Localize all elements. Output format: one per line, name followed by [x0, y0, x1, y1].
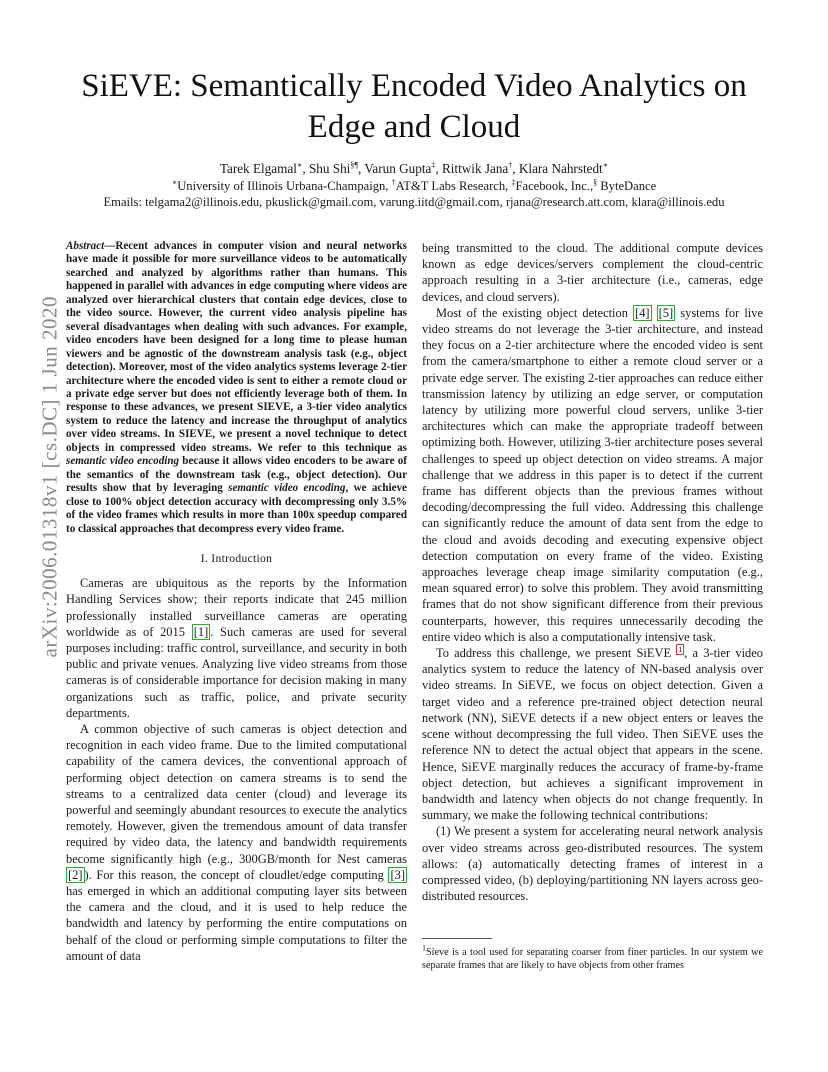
- paragraph-text: has emerged in which an additional computing layer sits between the camera and the cloud, and it is used to help reduce the bandwidth and latency by performing the entire computations on behalf of the cloud or performing simple computations to filter the amount of data: [66, 884, 407, 963]
- footnote-link[interactable]: 1: [678, 644, 683, 654]
- citation-link[interactable]: [3]: [390, 867, 405, 882]
- footnote-text: Sieve is a tool used for separating coarser from finer particles. In our system we separate frames that are likely to have objects from other frames: [422, 947, 763, 971]
- paragraph: [422, 645, 763, 823]
- paragraph-text: A common objective of such cameras is object detection and recognition in each video frame. Due to the limited computational capability of the camera devices, the conventional approach of performing object detection on camera streams is to send the streams to a centralized data center (cloud) and leverage its powerful and seemingly abundant resources to execute the analytics remotely. However, given the tremendous amount of data transfer required by video data, the latency and bandwidth requirements become significantly high (e.g., 300GB/month for Nest cameras: [66, 722, 407, 866]
- abstract-text: because it allows video encoders to be aware of the semantics of the downstream task (e.g., object detection). Our results show that by leveraging: [66, 455, 407, 495]
- affiliation: University of Illinois Urbana-Champaign,: [177, 179, 392, 193]
- affiliation: AT&T Labs Research,: [395, 179, 512, 193]
- author-mark: †: [508, 160, 513, 170]
- affiliation: Facebook, Inc.,: [515, 179, 594, 193]
- paragraph-text: To address this challenge, we present SiEVE: [436, 646, 677, 661]
- paragraph: being transmitted to the cloud. The additional compute devices known as edge devices/servers complement the cloud-centric approach resulting in a 3-tier architecture (i.e., cameras, edge devices, and cloud servers).: [422, 241, 763, 304]
- paragraph: (1) We present a system for accelerating neural network analysis over video streams across geo-distributed resources. The system allows: (a) automatically detecting frames of interest in a compressed video, (b) deploying/partitioning NN layers across geo-distributed resources.: [422, 824, 763, 904]
- affiliation-mark: †: [391, 177, 396, 187]
- title-line-2: Edge and Cloud: [307, 109, 521, 145]
- author-mark: ∗: [296, 160, 303, 170]
- paragraph-text: ). For this reason, the concept of cloudlet/edge computing: [84, 867, 389, 882]
- paragraph-text: systems for live video streams do not leverage the 3-tier architecture, and instead they focus on a 2-tier architecture where the encoded video is sent from the camera/smartphone to either a remote cloud server or a private edge server. The existing 2-tier approaches can reduce either transmission latency by utilizing an edge server, or computation latency by utilizing more powerful cloud servers, unlike 3-tier architectures which can make the appropriate tradeoff between optimizing both. However, utilizing 3-tier architecture poses several challenges to speed up object detection on video streams. A major challenge that we address in this paper is to detect if the current frame has different objects than the previous frames without decoding/decompressing the full video. Addressing this challenge can significantly reduce the amount of data sent from the edge to the cloud and avoids decoding and executing expensive object detection computation on every frame of the video. Existing approaches leverage cheap image similarity computation (e.g., mean squared error) to solve this problem. They avoid transmitting frames that do not show significant difference from their previous counterparts, however, this requires unnecessarily decoding the entire video which is also a computationally intensive task.: [422, 305, 763, 644]
- left-column: [66, 240, 407, 964]
- section-heading: [66, 551, 407, 567]
- abstract: [66, 240, 407, 536]
- author-list: Tarek Elgamal∗, Shu Shi§¶, Varun Gupta‡, Rittwik Jana†, Klara Nahrstedt∗: [219, 160, 609, 176]
- author-mark: §¶: [350, 160, 358, 170]
- abstract-emphasis: semantic video encoding: [66, 455, 180, 468]
- affiliation-mark: ∗: [171, 177, 178, 187]
- citation-link[interactable]: [1]: [193, 624, 209, 639]
- section-heading-text: I. Introduction: [200, 551, 273, 565]
- footnote: [422, 943, 763, 972]
- paragraph: [422, 305, 763, 645]
- right-column: [422, 240, 763, 904]
- affiliations: [40, 178, 788, 195]
- author-name: Rittwik Jana: [441, 161, 509, 176]
- affiliation-mark: §: [593, 177, 598, 187]
- title-line-1: SiEVE: Semantically Encoded Video Analytics on: [81, 68, 747, 104]
- citation-link[interactable]: [5]: [658, 305, 674, 320]
- affiliation: ByteDance: [597, 179, 657, 193]
- author-mark: ‡: [431, 160, 436, 170]
- author-emails: Emails: telgama2@illinois.edu, pkuslick@gmail.com, varung.iitd@gmail.com, rjana@research.att.com, klara@illinois.edu: [103, 195, 725, 209]
- author-name: Varun Gupta: [364, 161, 432, 176]
- author-name: Shu Shi: [308, 161, 351, 176]
- paragraph-text: . Such cameras are used for several purposes including: traffic control, surveillance, and security in both public and private venues. Analyzing live video streams from those cameras is of considerable importance for decision making in many organizations such as traffic, police, and private security departments.: [66, 624, 407, 720]
- footnote-mark: 1: [422, 943, 426, 953]
- abstract-text: , we achieve close to 100% object detection accuracy with decompressing only 3.5% of the video frames which results in more than 100x speedup compared to classical approaches that decompress every video frame.: [66, 482, 407, 535]
- citation-link[interactable]: [2]: [68, 867, 83, 882]
- paragraph-text: Cameras are ubiquitous as the reports by the Information Handling Services show; their reports indicate that 245 million professionally installed surveillance cameras are operating worldwide as of 2015: [66, 576, 407, 639]
- paragraph: [66, 575, 407, 721]
- paragraph: [66, 721, 407, 964]
- abstract-text: —Recent advances in computer vision and neural networks have made it possible for more surveillance videos to be automatically searched and analyzed by algorithms rather than humans. This happened in parallel with advances in edge computing where videos are analyzed over hierarchical clusters that contain edge devices, close to the video source. However, the current video analysis pipeline has several disadvantages when dealing with such advances. For example, video encoders have been designed for a long time to please human viewers and be agnostic of the downstream analysis task (e.g., object detection). Moreover, most of the video analytics systems leverage 2-tier architecture where the encoded video is sent to either a remote cloud or a private edge server but does not efficiently leverage both of them. In response to these advances, we present SIEVE, a 3-tier video analytics system to reduce the latency and increase the throughput of analytics over video streams. In SIEVE, we present a novel technique to detect objects in compressed video streams. We refer to this technique as: [66, 240, 407, 454]
- citation-link[interactable]: [4]: [635, 305, 650, 320]
- affiliation-mark: ‡: [511, 177, 516, 187]
- paragraph-text: Most of the existing object detection: [436, 305, 634, 320]
- footnote-divider: [422, 938, 492, 939]
- author-name: Tarek Elgamal: [219, 161, 297, 176]
- author-mark: ∗: [602, 160, 609, 170]
- author-name: Klara Nahrstedt: [518, 161, 603, 176]
- abstract-label: Abstract: [66, 240, 105, 252]
- paper-title: [60, 66, 768, 148]
- paragraph-text: , a 3-tier video analytics system to reduce the latency of NN-based analysis over video streams. In SiEVE, we focus on object detection. Given a target video and a reference pre-trained object detection neural network (NN), SiEVE detects if a new object enters or leaves the scene without decompressing the full video. Then SiEVE uses the reference NN to detect the actual object that appears in the scene. Hence, SiEVE marginally reduces the accuracy of frame-by-frame object detection, but achieves a significant improvement in bandwidth and latency when objects do not change frequently. In summary, we make the following technical contributions:: [422, 646, 763, 823]
- abstract-emphasis: semantic video encoding: [228, 482, 346, 495]
- arxiv-identifier-stamp: arXiv:2006.01318v1 [cs.DC] 1 Jun 2020: [37, 296, 62, 658]
